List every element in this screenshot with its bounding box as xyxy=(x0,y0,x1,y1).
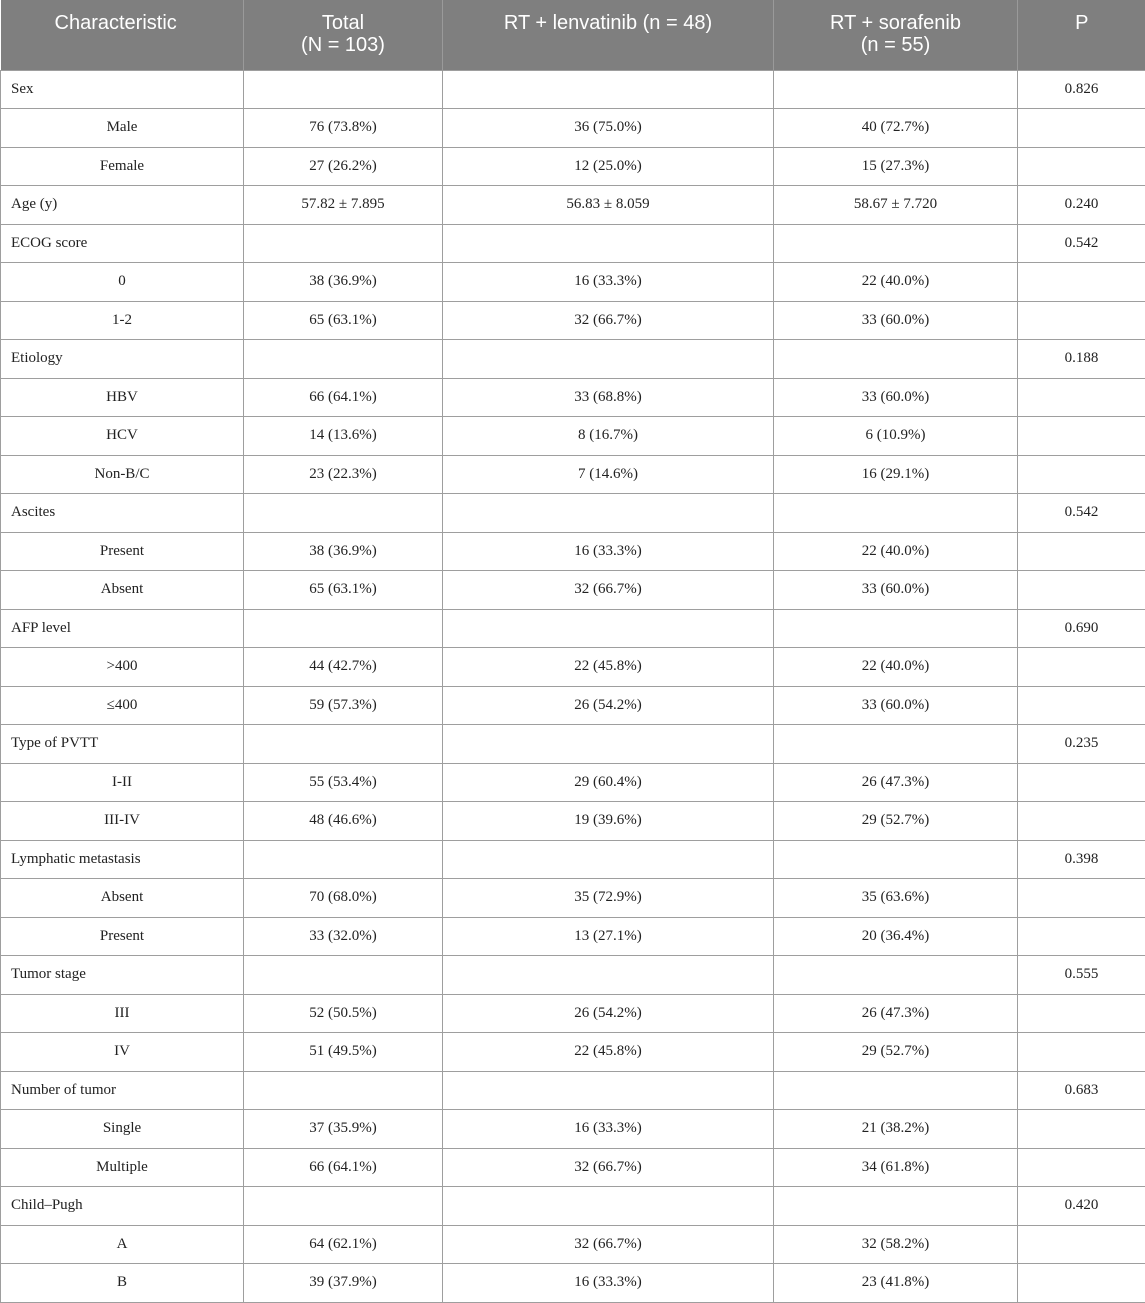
table-row xyxy=(1,109,1145,148)
cell-p-value xyxy=(1018,994,1145,1033)
cell-p-value xyxy=(1018,378,1145,417)
cell-rt-lenvatinib: 22 (45.8%) xyxy=(443,1033,774,1072)
table-row xyxy=(1,378,1145,417)
cell-total: 66 (64.1%) xyxy=(244,378,443,417)
cell-characteristic: Etiology xyxy=(1,340,244,379)
cell-characteristic: Multiple xyxy=(1,1148,244,1187)
cell-characteristic: Ascites xyxy=(1,494,244,533)
table-row xyxy=(1,956,1145,995)
header-rt-lenvatinib: RT + lenvatinib (n = 48) xyxy=(443,0,774,70)
cell-rt-lenvatinib: 26 (54.2%) xyxy=(443,686,774,725)
table-row xyxy=(1,1033,1145,1072)
cell-p-value: 0.826 xyxy=(1018,70,1145,109)
cell-characteristic: Sex xyxy=(1,70,244,109)
cell-rt-lenvatinib: 16 (33.3%) xyxy=(443,1110,774,1149)
cell-rt-sorafenib: 15 (27.3%) xyxy=(774,147,1018,186)
cell-total xyxy=(244,224,443,263)
cell-rt-lenvatinib: 29 (60.4%) xyxy=(443,763,774,802)
table-row xyxy=(1,840,1145,879)
cell-p-value: 0.398 xyxy=(1018,840,1145,879)
cell-rt-sorafenib: 58.67 ± 7.720 xyxy=(774,186,1018,225)
table-row xyxy=(1,1110,1145,1149)
cell-total xyxy=(244,956,443,995)
cell-characteristic: IV xyxy=(1,1033,244,1072)
cell-rt-sorafenib: 29 (52.7%) xyxy=(774,1033,1018,1072)
table-row xyxy=(1,802,1145,841)
cell-rt-lenvatinib xyxy=(443,494,774,533)
cell-rt-lenvatinib xyxy=(443,224,774,263)
cell-total: 57.82 ± 7.895 xyxy=(244,186,443,225)
cell-rt-sorafenib: 20 (36.4%) xyxy=(774,917,1018,956)
cell-rt-sorafenib: 22 (40.0%) xyxy=(774,532,1018,571)
table-row xyxy=(1,301,1145,340)
cell-characteristic: Type of PVTT xyxy=(1,725,244,764)
cell-rt-sorafenib: 6 (10.9%) xyxy=(774,417,1018,456)
cell-characteristic: Present xyxy=(1,532,244,571)
cell-characteristic: Absent xyxy=(1,571,244,610)
cell-rt-sorafenib: 21 (38.2%) xyxy=(774,1110,1018,1149)
cell-characteristic: III-IV xyxy=(1,802,244,841)
cell-rt-lenvatinib: 35 (72.9%) xyxy=(443,879,774,918)
cell-total: 38 (36.9%) xyxy=(244,532,443,571)
cell-total: 65 (63.1%) xyxy=(244,571,443,610)
cell-characteristic: >400 xyxy=(1,648,244,687)
table-row xyxy=(1,1187,1145,1226)
cell-total: 59 (57.3%) xyxy=(244,686,443,725)
cell-rt-sorafenib xyxy=(774,840,1018,879)
cell-p-value xyxy=(1018,917,1145,956)
cell-rt-lenvatinib: 32 (66.7%) xyxy=(443,1148,774,1187)
cell-total: 33 (32.0%) xyxy=(244,917,443,956)
cell-total: 44 (42.7%) xyxy=(244,648,443,687)
header-p-value: P xyxy=(1018,0,1145,70)
table-row xyxy=(1,917,1145,956)
cell-rt-lenvatinib xyxy=(443,70,774,109)
cell-characteristic: ≤400 xyxy=(1,686,244,725)
table-row xyxy=(1,455,1145,494)
cell-characteristic: AFP level xyxy=(1,609,244,648)
table-row xyxy=(1,340,1145,379)
cell-total: 39 (37.9%) xyxy=(244,1264,443,1303)
cell-rt-sorafenib xyxy=(774,609,1018,648)
table-row xyxy=(1,609,1145,648)
cell-total: 51 (49.5%) xyxy=(244,1033,443,1072)
table-row xyxy=(1,147,1145,186)
table-header xyxy=(1,0,1145,70)
cell-p-value: 0.690 xyxy=(1018,609,1145,648)
cell-p-value: 0.542 xyxy=(1018,494,1145,533)
cell-total: 14 (13.6%) xyxy=(244,417,443,456)
cell-characteristic: HCV xyxy=(1,417,244,456)
cell-rt-sorafenib: 26 (47.3%) xyxy=(774,994,1018,1033)
cell-total xyxy=(244,1187,443,1226)
cell-rt-lenvatinib: 19 (39.6%) xyxy=(443,802,774,841)
cell-characteristic: III xyxy=(1,994,244,1033)
cell-rt-lenvatinib: 7 (14.6%) xyxy=(443,455,774,494)
cell-p-value xyxy=(1018,648,1145,687)
cell-rt-lenvatinib: 12 (25.0%) xyxy=(443,147,774,186)
table-row xyxy=(1,648,1145,687)
header-rt-sorafenib: RT + sorafenib (n = 55) xyxy=(774,0,1018,70)
header-row xyxy=(1,0,1145,70)
table-row xyxy=(1,1071,1145,1110)
cell-rt-sorafenib: 33 (60.0%) xyxy=(774,571,1018,610)
cell-rt-sorafenib: 33 (60.0%) xyxy=(774,301,1018,340)
table-body xyxy=(1,70,1145,1302)
cell-p-value xyxy=(1018,1225,1145,1264)
table-row xyxy=(1,417,1145,456)
cell-p-value: 0.188 xyxy=(1018,340,1145,379)
cell-rt-sorafenib: 22 (40.0%) xyxy=(774,263,1018,302)
cell-characteristic: Present xyxy=(1,917,244,956)
cell-total xyxy=(244,840,443,879)
table-row xyxy=(1,571,1145,610)
cell-p-value xyxy=(1018,1148,1145,1187)
cell-rt-lenvatinib xyxy=(443,1071,774,1110)
table-row xyxy=(1,186,1145,225)
cell-p-value xyxy=(1018,763,1145,802)
cell-p-value: 0.542 xyxy=(1018,224,1145,263)
cell-rt-lenvatinib xyxy=(443,956,774,995)
cell-characteristic: A xyxy=(1,1225,244,1264)
cell-rt-lenvatinib: 56.83 ± 8.059 xyxy=(443,186,774,225)
cell-characteristic: 0 xyxy=(1,263,244,302)
cell-p-value xyxy=(1018,1264,1145,1303)
cell-rt-lenvatinib xyxy=(443,1187,774,1226)
cell-total: 23 (22.3%) xyxy=(244,455,443,494)
cell-characteristic: ECOG score xyxy=(1,224,244,263)
cell-rt-sorafenib xyxy=(774,494,1018,533)
cell-rt-sorafenib xyxy=(774,70,1018,109)
cell-rt-lenvatinib: 16 (33.3%) xyxy=(443,1264,774,1303)
cell-rt-sorafenib: 23 (41.8%) xyxy=(774,1264,1018,1303)
cell-rt-lenvatinib: 32 (66.7%) xyxy=(443,1225,774,1264)
cell-total xyxy=(244,340,443,379)
cell-rt-lenvatinib: 16 (33.3%) xyxy=(443,263,774,302)
cell-p-value: 0.235 xyxy=(1018,725,1145,764)
cell-rt-sorafenib xyxy=(774,1071,1018,1110)
cell-p-value xyxy=(1018,532,1145,571)
cell-total: 38 (36.9%) xyxy=(244,263,443,302)
cell-rt-sorafenib xyxy=(774,224,1018,263)
cell-p-value xyxy=(1018,455,1145,494)
cell-characteristic: B xyxy=(1,1264,244,1303)
cell-total xyxy=(244,1071,443,1110)
cell-characteristic: Male xyxy=(1,109,244,148)
cell-characteristic: HBV xyxy=(1,378,244,417)
table-row xyxy=(1,70,1145,109)
cell-rt-sorafenib: 40 (72.7%) xyxy=(774,109,1018,148)
table-row xyxy=(1,224,1145,263)
cell-characteristic: 1-2 xyxy=(1,301,244,340)
cell-p-value xyxy=(1018,417,1145,456)
cell-rt-lenvatinib xyxy=(443,725,774,764)
cell-p-value xyxy=(1018,879,1145,918)
cell-total xyxy=(244,609,443,648)
table-row xyxy=(1,686,1145,725)
table-row xyxy=(1,494,1145,533)
cell-total xyxy=(244,494,443,533)
cell-p-value xyxy=(1018,263,1145,302)
cell-characteristic: Child–Pugh xyxy=(1,1187,244,1226)
cell-total xyxy=(244,725,443,764)
cell-rt-lenvatinib: 32 (66.7%) xyxy=(443,301,774,340)
cell-total: 52 (50.5%) xyxy=(244,994,443,1033)
cell-rt-sorafenib: 16 (29.1%) xyxy=(774,455,1018,494)
table-row xyxy=(1,1264,1145,1303)
cell-total: 64 (62.1%) xyxy=(244,1225,443,1264)
cell-total: 55 (53.4%) xyxy=(244,763,443,802)
table-row xyxy=(1,532,1145,571)
cell-rt-sorafenib xyxy=(774,340,1018,379)
cell-p-value xyxy=(1018,147,1145,186)
cell-rt-sorafenib: 29 (52.7%) xyxy=(774,802,1018,841)
cell-rt-lenvatinib xyxy=(443,609,774,648)
cell-p-value: 0.555 xyxy=(1018,956,1145,995)
cell-characteristic: Lymphatic metastasis xyxy=(1,840,244,879)
cell-p-value xyxy=(1018,571,1145,610)
cell-characteristic: I-II xyxy=(1,763,244,802)
table-row xyxy=(1,879,1145,918)
cell-characteristic: Absent xyxy=(1,879,244,918)
cell-rt-sorafenib: 33 (60.0%) xyxy=(774,378,1018,417)
cell-rt-lenvatinib: 16 (33.3%) xyxy=(443,532,774,571)
cell-characteristic: Number of tumor xyxy=(1,1071,244,1110)
cell-p-value xyxy=(1018,802,1145,841)
header-characteristic: Characteristic xyxy=(1,0,244,70)
cell-rt-sorafenib xyxy=(774,956,1018,995)
table-row xyxy=(1,263,1145,302)
cell-rt-lenvatinib: 22 (45.8%) xyxy=(443,648,774,687)
table-row xyxy=(1,725,1145,764)
cell-rt-lenvatinib xyxy=(443,340,774,379)
cell-rt-sorafenib: 32 (58.2%) xyxy=(774,1225,1018,1264)
cell-total: 48 (46.6%) xyxy=(244,802,443,841)
cell-total xyxy=(244,70,443,109)
cell-rt-lenvatinib: 36 (75.0%) xyxy=(443,109,774,148)
cell-rt-sorafenib: 26 (47.3%) xyxy=(774,763,1018,802)
cell-total: 27 (26.2%) xyxy=(244,147,443,186)
cell-rt-sorafenib xyxy=(774,725,1018,764)
cell-p-value: 0.240 xyxy=(1018,186,1145,225)
table-row xyxy=(1,994,1145,1033)
cell-characteristic: Female xyxy=(1,147,244,186)
cell-rt-sorafenib: 33 (60.0%) xyxy=(774,686,1018,725)
cell-total: 65 (63.1%) xyxy=(244,301,443,340)
cell-rt-sorafenib: 34 (61.8%) xyxy=(774,1148,1018,1187)
cell-rt-lenvatinib: 8 (16.7%) xyxy=(443,417,774,456)
cell-rt-sorafenib xyxy=(774,1187,1018,1226)
cell-p-value xyxy=(1018,109,1145,148)
table-row xyxy=(1,1148,1145,1187)
cell-characteristic: Non-B/C xyxy=(1,455,244,494)
cell-p-value xyxy=(1018,1110,1145,1149)
cell-rt-lenvatinib: 13 (27.1%) xyxy=(443,917,774,956)
cell-characteristic: Age (y) xyxy=(1,186,244,225)
cell-total: 76 (73.8%) xyxy=(244,109,443,148)
cell-characteristic: Single xyxy=(1,1110,244,1149)
cell-rt-lenvatinib: 33 (68.8%) xyxy=(443,378,774,417)
cell-rt-lenvatinib: 26 (54.2%) xyxy=(443,994,774,1033)
cell-p-value: 0.420 xyxy=(1018,1187,1145,1226)
header-total: Total (N = 103) xyxy=(244,0,443,70)
cell-characteristic: Tumor stage xyxy=(1,956,244,995)
cell-total: 37 (35.9%) xyxy=(244,1110,443,1149)
table-row xyxy=(1,763,1145,802)
table-row xyxy=(1,1225,1145,1264)
cell-total: 66 (64.1%) xyxy=(244,1148,443,1187)
cell-rt-lenvatinib xyxy=(443,840,774,879)
cell-rt-sorafenib: 35 (63.6%) xyxy=(774,879,1018,918)
cell-p-value xyxy=(1018,1033,1145,1072)
cell-rt-lenvatinib: 32 (66.7%) xyxy=(443,571,774,610)
cell-p-value xyxy=(1018,301,1145,340)
cell-rt-sorafenib: 22 (40.0%) xyxy=(774,648,1018,687)
cell-p-value: 0.683 xyxy=(1018,1071,1145,1110)
cell-p-value xyxy=(1018,686,1145,725)
cell-total: 70 (68.0%) xyxy=(244,879,443,918)
